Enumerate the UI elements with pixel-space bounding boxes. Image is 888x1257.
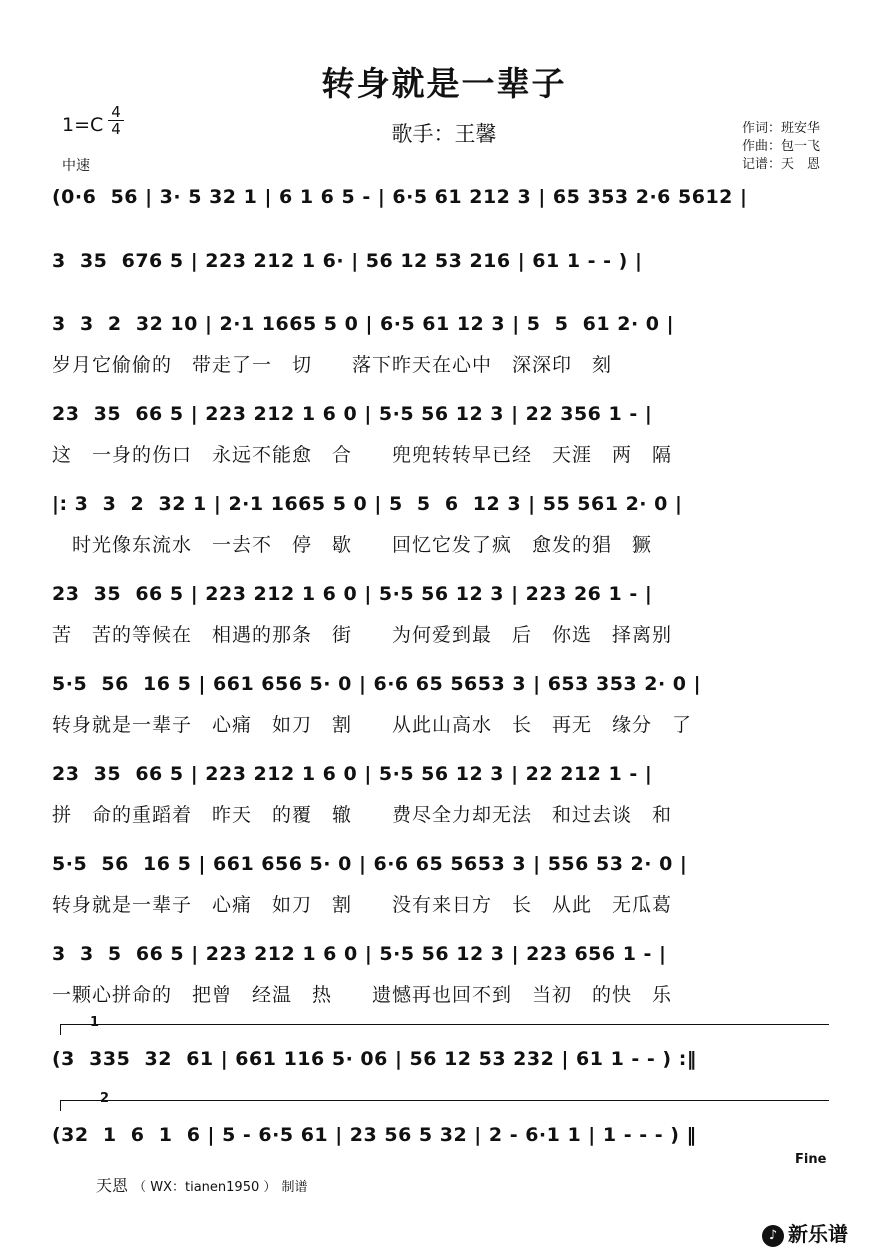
volta-label-2: 2: [100, 1091, 110, 1106]
key-signature: 1=C: [62, 114, 104, 136]
score-row-8-notes: 23 35 66 5 | 223 212 1 6 0 | 5·5 56 12 3 | 22 212 1 - |: [52, 763, 653, 785]
ending-2-notes: (32 1 6 1 6 | 5 - 6·5 61 | 23 56 5 32 | 2 - 6·1 1 | 1 - - - ) ‖: [52, 1124, 697, 1146]
tempo-marking: 中速: [62, 158, 90, 174]
brand-logo: [762, 1218, 848, 1247]
footer-maker: 天恩: [96, 1176, 129, 1195]
score-row-9-notes: 5·5 56 16 5 | 661 656 5· 0 | 6·6 65 5653 3 | 556 53 2· 0 |: [52, 853, 688, 875]
footer-suffix: 制谱: [281, 1180, 308, 1195]
footer-credit: [96, 1173, 307, 1196]
ending-1-notes: (3 335 32 61 | 661 116 5· 06 | 56 12 53 232 | 61 1 - - ) :‖: [52, 1048, 697, 1070]
volta-label-1: 1: [90, 1015, 100, 1030]
score-row-4-notes: 23 35 66 5 | 223 212 1 6 0 | 5·5 56 12 3 | 22 356 1 - |: [52, 403, 653, 425]
score-row-3-notes: 3 3 2 32 10 | 2·1 1665 5 0 | 6·5 61 12 3 | 5 5 61 2· 0 |: [52, 313, 675, 335]
score-row-4-lyrics: 这 一身的伤口 永远不能愈 合 兜兜转转早已经 天涯 两 隔: [52, 444, 673, 466]
time-signature: [108, 104, 124, 137]
score-row-5-notes: |: 3 3 2 32 1 | 2·1 1665 5 0 | 5 5 6 12 3 | 55 561 2· 0 |: [52, 493, 683, 515]
score-row-5-lyrics: 时光像东流水 一去不 停 歇 回忆它发了疯 愈发的猖 獗: [52, 534, 653, 556]
meter-bottom: 4: [111, 120, 121, 138]
composer-credit: 作曲：包一飞: [742, 139, 821, 154]
score-row-3-lyrics: 岁月它偷偷的 带走了一 切 落下昨天在心中 深深印 刻: [52, 354, 613, 376]
score-row-7-lyrics: 转身就是一辈子 心痛 如刀 割 从此山高水 长 再无 缘分 了: [52, 714, 693, 736]
volta-bracket-1: [60, 1024, 829, 1035]
score-row-8-lyrics: 拼 命的重蹈着 昨天 的覆 辙 费尽全力却无法 和过去谈 和: [52, 804, 673, 826]
score-row-1-notes: (0·6 56 | 3· 5 32 1 | 6 1 6 5 - | 6·5 61 212 3 | 65 353 2·6 5612 |: [52, 186, 748, 208]
meter-top: 4: [108, 104, 124, 121]
score-row-9-lyrics: 转身就是一辈子 心痛 如刀 割 没有来日方 长 从此 无瓜葛: [52, 894, 673, 916]
score-row-10-lyrics: 一颗心拼命的 把曾 经温 热 遗憾再也回不到 当初 的快 乐: [52, 984, 673, 1006]
score-row-6-lyrics: 苦 苦的等候在 相遇的那条 街 为何爱到最 后 你选 择离别: [52, 624, 673, 646]
score-row-7-notes: 5·5 56 16 5 | 661 656 5· 0 | 6·6 65 5653 3 | 653 353 2· 0 |: [52, 673, 702, 695]
brand-name: 新乐谱: [788, 1222, 848, 1246]
score-row-2-notes: 3 35 676 5 | 223 212 1 6· | 56 12 53 216 | 61 1 - - ) |: [52, 250, 643, 272]
transcriber-credit: 记谱：天 恩: [742, 157, 821, 172]
song-title: 转身就是一辈子: [321, 64, 567, 103]
credits-block: [742, 120, 820, 174]
lyricist-credit: 作词：班安华: [742, 121, 821, 136]
score-row-10-notes: 3 3 5 66 5 | 223 212 1 6 0 | 5·5 56 12 3 | 223 656 1 - |: [52, 943, 667, 965]
score-row-6-notes: 23 35 66 5 | 223 212 1 6 0 | 5·5 56 12 3 | 223 26 1 - |: [52, 583, 653, 605]
music-disc-icon: ♪: [762, 1225, 784, 1247]
singer-label: 歌手：王馨: [391, 122, 497, 146]
fine-marking: Fine: [795, 1152, 827, 1167]
volta-bracket-2: [60, 1100, 829, 1111]
footer-contact: （ WX：tianen1950 ）: [133, 1180, 277, 1195]
